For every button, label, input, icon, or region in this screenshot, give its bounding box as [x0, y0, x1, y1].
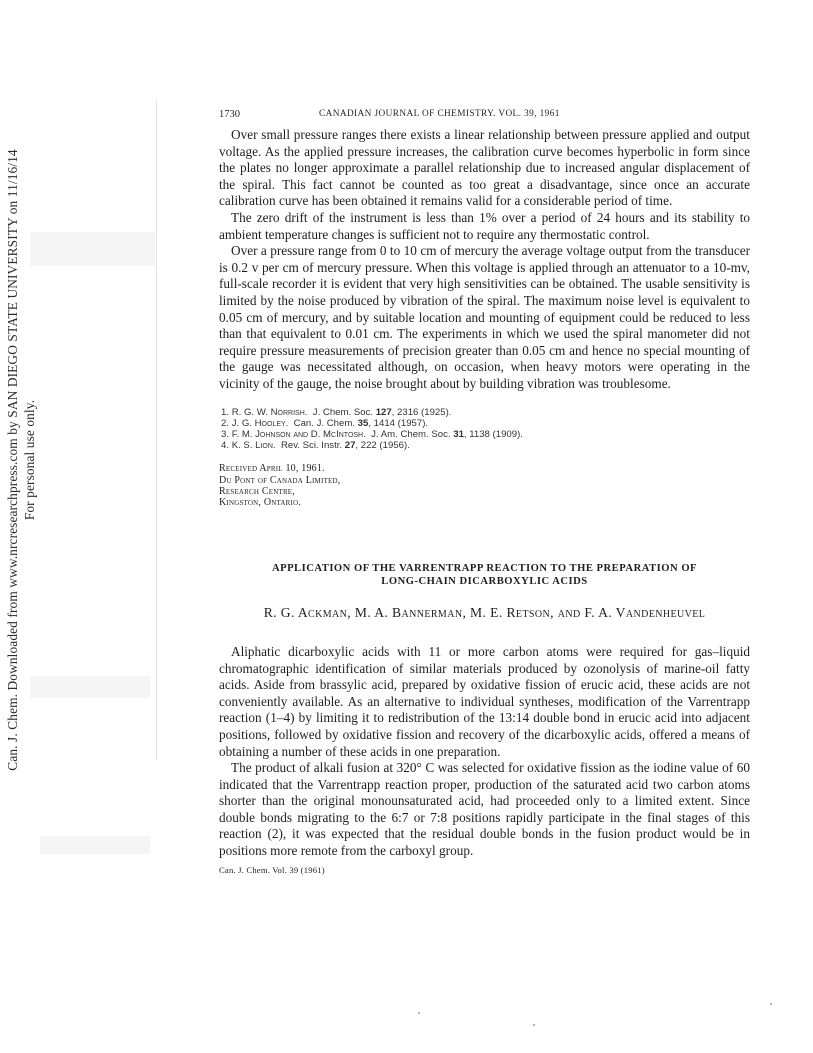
article-body [219, 644, 750, 860]
received-dept: Research Centre, [219, 485, 295, 497]
reference-item: 4. K. S. Lion. Rev. Sci. Instr. 27, 222 (1956). [221, 440, 410, 452]
journal-title: CANADIAN JOURNAL OF CHEMISTRY. VOL. 39, 1961 [319, 109, 560, 119]
received-city: Kingston, Ontario. [219, 496, 302, 508]
journal-page [219, 100, 750, 875]
scan-artifact [30, 676, 150, 698]
scan-speck [418, 1012, 420, 1014]
article-paragraph: Aliphatic dicarboxylic acids with 11 or more carbon atoms were required for gas–liquid chromatographic identification of similar materials produced by ozonolysis of marine-oil fatty acids. Aside from brassylic acid, prepared by oxidative fission of erucic acid, these acids are not conveniently available. As an alternative to individual syntheses, modification of the Varrentrapp reaction (1–4) by limiting it to redistribution of the 13:14 double bond in erucic acid into adjacent positions, followed by oxidative fission and recovery of the dicarboxylic acids, offered a means of obtaining a number of these acids in one preparation. [219, 643, 750, 759]
scan-speck [770, 1003, 772, 1005]
download-watermark [0, 120, 46, 800]
personal-use-notice: For personal use only. [22, 399, 37, 521]
scan-artifact [30, 232, 155, 266]
page-number: 1730 [219, 109, 240, 120]
scan-speck [533, 1024, 535, 1026]
author-line: R. G. Ackman, M. A. Bannerman, M. E. Retson, and F. A. Vandenheuvel [263, 604, 706, 620]
reference-item: 3. F. M. Johnson and D. McIntosh. J. Am. Chem. Soc. 31, 1138 (1909). [221, 428, 523, 440]
received-date: Received April 10, 1961. [219, 463, 325, 475]
reference-item: 2. J. G. Hooley. Can. J. Chem. 35, 1414 (1957). [221, 417, 429, 429]
body-paragraph: Over a pressure range from 0 to 10 cm of mercury the average voltage output from the transducer is 0.2 v per cm of mercury pressure. When this voltage is applied through an attenuator to a 10-mv, full-scale recorder it is evident that very high sensitivities can be obtained. The usable sensitivity is limited by the noise produced by vibration of the spiral. The maximum noise level is equivalent to 0.05 cm of mercury, and by suitable location and mounting of equipment could be reduced to less than that equivalent to 0.01 cm. The experiments in which we used the spiral manometer did not require pressure measurements of precision greater than 0.05 cm and hence no special mounting of the gauge was necessitated although, on occasion, when heavy motors were operating in the vicinity of the gauge, the noise brought about by building vibration was troublesome. [219, 243, 750, 391]
download-notice: Can. J. Chem. Downloaded from www.nrcresearchpress.com by SAN DIEGO STATE UNIVERSITY on 11/16/14 [5, 149, 20, 771]
reference-item: 1. R. G. W. Norrish. J. Chem. Soc. 127, 2316 (1925). [221, 406, 452, 418]
body-paragraph: The zero drift of the instrument is less than 1% over a period of 24 hours and its stability to ambient temperature changes is sufficient not to require any thermostatic control. [219, 209, 750, 242]
scan-gutter-line [156, 100, 157, 760]
received-org: Du Pont of Canada Limited, [219, 474, 341, 486]
article-paragraph: The product of alkali fusion at 320° C was selected for oxidative fission as the iodine value of 60 indicated that the Varrentrapp reaction proper, production of the saturated acid two carbon atoms shorter than the original monounsaturated acid, had proceeded only to a limited extent. Since double bonds migrating to the 6:7 or 7:8 positions rapidly participate in the final stages of this reaction (2), it was expected that the residual double bonds in the fusion product would be in positions more remote from the carboxyl group. [219, 760, 750, 859]
reference-list [219, 407, 750, 452]
scan-artifact [40, 836, 150, 854]
received-block [219, 463, 750, 508]
article-title: APPLICATION OF THE VARRENTRAPP REACTION TO THE PREPARATION OF LONG-CHAIN DICARBOXYLIC ACIDS [271, 563, 698, 587]
body-paragraph: Over small pressure ranges there exists a linear relationship between pressure applied and output voltage. As the applied pressure increases, the calibration curve becomes hyperbolic in form since the plates no longer approximate a parallel relationship due to increased angular displacement of the spiral. This fact cannot be counted as too great a disadvantage, since once an accurate calibration curve has been obtained it remains valid for a considerable period of time. [219, 127, 750, 209]
running-head [219, 109, 750, 120]
page-footer: Can. J. Chem. Vol. 39 (1961) [219, 864, 325, 875]
